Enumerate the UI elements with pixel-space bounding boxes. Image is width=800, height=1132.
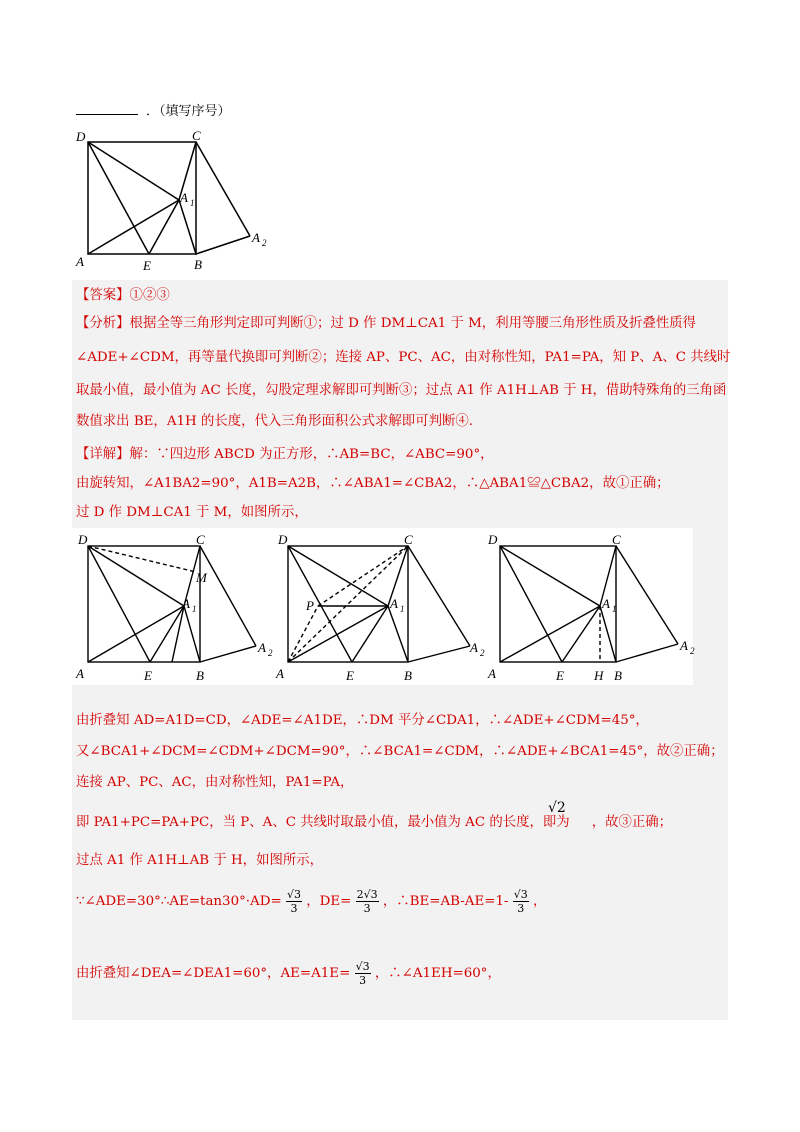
figure-p (274, 528, 484, 685)
detail-line-8: 过点 A1 作 A1H⊥AB 于 H，如图所示， (76, 853, 324, 868)
fraction-2sqrt3-over-3: $\frac{2√3}{3}$ (356, 888, 378, 915)
detail-line-3: 过 D 作 DM⊥CA1 于 M，如图所示， (76, 505, 308, 520)
label-a2-sub: 2 (262, 238, 267, 248)
label-c: C (192, 128, 201, 143)
label-c: C (404, 532, 413, 547)
label-e: E (144, 668, 152, 683)
figure-main (70, 128, 280, 273)
sqrt-two: √2 (548, 800, 566, 816)
label-a1-sub: 1 (400, 604, 405, 614)
label-d: D (76, 129, 86, 144)
line9-a: ∵∠ADE=30°∴AE=tan30°·AD= (76, 894, 282, 909)
label-a2: A (252, 230, 260, 245)
label-d: D (78, 532, 88, 547)
fraction-sqrt3-over-3: $\frac{√3}{3}$ (355, 960, 370, 987)
label-c: C (196, 532, 205, 547)
label-b: B (404, 668, 412, 683)
detail-line-7-end: ，故③正确； (591, 815, 673, 830)
label-d: D (278, 532, 288, 547)
label-a2-sub: 2 (268, 648, 273, 658)
detail-line-7-text: 即 PA1+PC=PA+PC，当 P、A、C 共线时取最小值，最小值为 AC 的长度，即为 (76, 815, 570, 830)
label-a1-sub: 1 (192, 604, 197, 614)
label-b: B (614, 668, 622, 683)
answer-line: 【答案】①②③ (76, 288, 170, 303)
figure-h (484, 528, 694, 685)
label-a2: A (470, 640, 478, 655)
analysis-line-4: 数值求出 BE，A1H 的长度，代入三角形面积公式求解即可判断④． (76, 414, 483, 429)
detail-line-6: 连接 AP、PC、AC，由对称性知，PA1=PA， (76, 775, 354, 790)
detail-line-4: 由折叠知 AD=A1D=CD，∠ADE=∠A1DE，∴DM 平分∠CDA1，∴∠ADE+∠CDM=45°， (76, 713, 649, 728)
label-b: B (196, 668, 204, 683)
label-m: M (196, 570, 207, 585)
label-a2-sub: 2 (690, 646, 695, 656)
fraction-sqrt3-over-3: $\frac{√3}{3}$ (286, 888, 301, 915)
label-e: E (346, 668, 354, 683)
label-a1: A (180, 190, 188, 205)
analysis-line-1: 【分析】根据全等三角形判定即可判断①；过 D 作 DM⊥CA1 于 M，利用等腰三角形性质及折叠性质得 (76, 316, 697, 331)
analysis-line-3: 取最小值，最小值为 AC 长度，勾股定理求解即可判断③；过点 A1 作 A1H⊥AB 于 H，借助特殊角的三角函 (76, 383, 727, 398)
line9-b: ，DE= (306, 894, 352, 909)
label-p: P (306, 598, 314, 613)
analysis-line-2: ∠ADE+∠CDM，再等量代换即可判断②；连接 AP、PC、AC，由对称性知，PA1=PA，知 P、A、C 共线时 (76, 350, 731, 365)
label-a1: A (182, 596, 190, 611)
fill-hint: ．（填写序号） (146, 104, 231, 119)
detail-line-7 (76, 814, 672, 832)
label-h: H (594, 668, 604, 683)
label-d: D (488, 532, 498, 547)
figure-m (72, 528, 272, 685)
label-a2: A (258, 640, 266, 655)
label-b: B (194, 257, 202, 272)
fraction-sqrt3-over-3: $\frac{√3}{3}$ (513, 888, 528, 915)
label-a: A (76, 666, 84, 681)
detail-line-2: 由旋转知，∠A1BA2=90°，A1B=A2B，∴∠ABA1=∠CBA2，∴△ABA1≌△CBA2，故①正确； (76, 476, 670, 491)
label-a1: A (390, 596, 398, 611)
label-a2-sub: 2 (480, 648, 485, 658)
label-c: C (612, 532, 621, 547)
line9-d: ， (533, 894, 547, 909)
label-e: E (556, 668, 564, 683)
label-e: E (143, 258, 151, 273)
detail-line-5: 又∠BCA1+∠DCM=∠CDM+∠DCM=90°，∴∠BCA1=∠CDM，∴∠ADE+∠BCA1=45°，故②正确； (76, 744, 724, 759)
line10-b: ，∴∠A1EH=60°， (374, 966, 501, 981)
label-a1: A (602, 596, 610, 611)
label-a1-sub: 1 (612, 604, 617, 614)
label-a2: A (680, 638, 688, 653)
detail-line-10 (76, 960, 501, 987)
detail-line-1: 【详解】解：∵四边形 ABCD 为正方形，∴AB=BC，∠ABC=90°， (76, 447, 494, 462)
label-a: A (276, 666, 284, 681)
label-a: A (76, 254, 84, 269)
answer-blank[interactable] (76, 100, 138, 115)
label-a1-sub: 1 (190, 198, 195, 208)
detail-line-9 (76, 888, 546, 915)
line9-c: ，∴BE=AB-AE=1- (382, 894, 509, 909)
line10-a: 由折叠知∠DEA=∠DEA1=60°，AE=A1E= (76, 966, 351, 981)
label-a: A (488, 666, 496, 681)
